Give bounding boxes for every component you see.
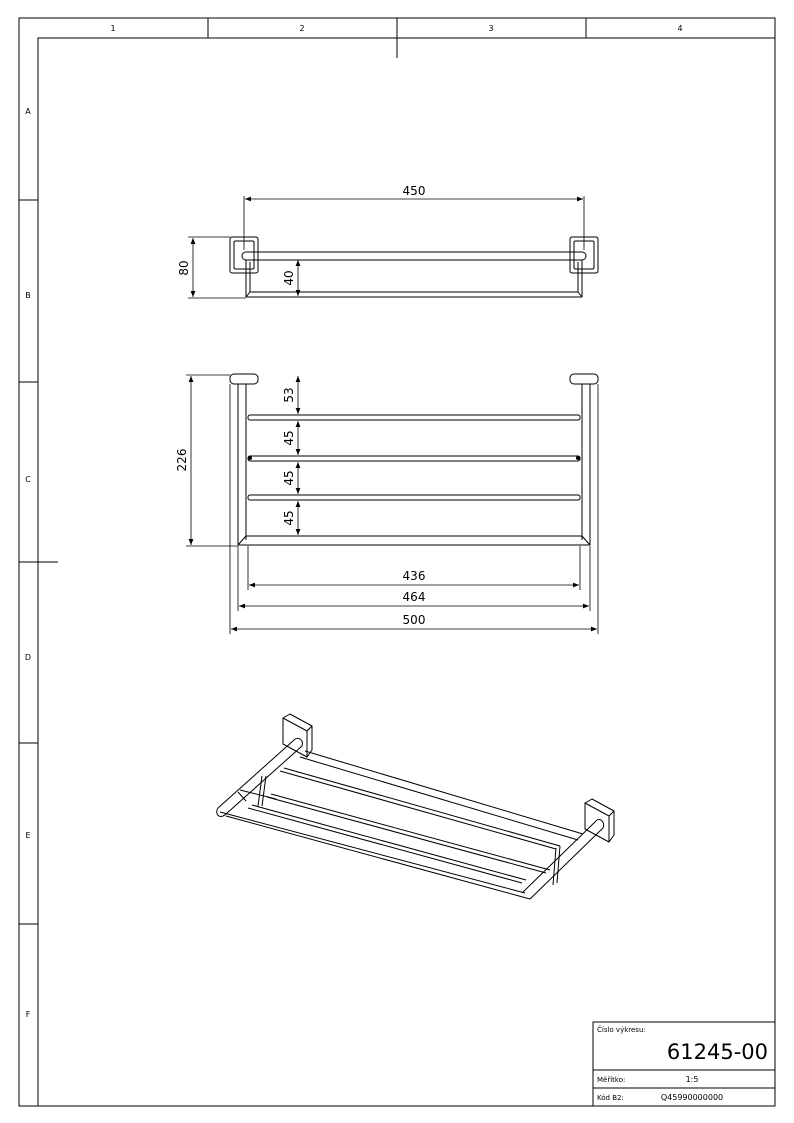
drawing-number-label: Číslo výkresu:	[597, 1026, 646, 1034]
isometric-view	[217, 714, 614, 899]
zone-row-label: E	[25, 831, 31, 840]
shelf-bar	[248, 456, 580, 461]
dimension-height: 80	[177, 260, 191, 276]
zone-row-label: D	[24, 653, 32, 662]
front-view-dimensions	[186, 375, 598, 634]
zone-labels	[25, 24, 683, 1019]
zone-row-label: C	[25, 475, 31, 484]
scale-value: 1:5	[685, 1075, 699, 1084]
left-wall-bracket	[283, 714, 312, 731]
dimension-spacing: 45	[282, 470, 296, 486]
right-wall-bracket	[570, 374, 598, 384]
shelf-bar	[248, 415, 580, 420]
shelf-bar	[280, 771, 556, 849]
dimension-height: 226	[175, 448, 189, 472]
dimension-width-inner: 436	[402, 569, 426, 583]
dimension-width-mid: 464	[402, 590, 426, 604]
code-value: Q45990000000	[660, 1093, 724, 1102]
zone-column-label: 1	[110, 24, 116, 33]
drawing-frame	[19, 18, 775, 1106]
top-view-dimensions	[188, 196, 584, 298]
front-bar	[242, 252, 586, 260]
front-bar	[220, 812, 525, 893]
zone-row-label: B	[25, 291, 31, 300]
scale-label: Měřítko:	[597, 1076, 626, 1084]
dimension-overall-length: 450	[402, 184, 426, 198]
shelf-bar	[248, 495, 580, 500]
drawing-number: 61245-00	[666, 1040, 768, 1064]
zone-column-label: 3	[488, 24, 494, 33]
shelf-bar	[248, 808, 522, 883]
left-wall-bracket	[230, 374, 258, 384]
dimension-width-overall: 500	[402, 613, 426, 627]
code-label: Kód B2:	[597, 1094, 624, 1102]
zone-row-label: A	[25, 107, 31, 116]
zone-column-label: 4	[677, 24, 683, 33]
zone-column-label: 2	[299, 24, 305, 33]
zone-row-label: F	[25, 1010, 31, 1019]
dimension-spacing: 45	[282, 510, 296, 526]
right-wall-bracket	[585, 799, 614, 816]
dimension-spacing: 45	[282, 430, 296, 446]
dimension-spacing: 53	[282, 387, 296, 403]
dimension-bar-offset: 40	[282, 270, 296, 286]
top-view	[230, 237, 598, 297]
